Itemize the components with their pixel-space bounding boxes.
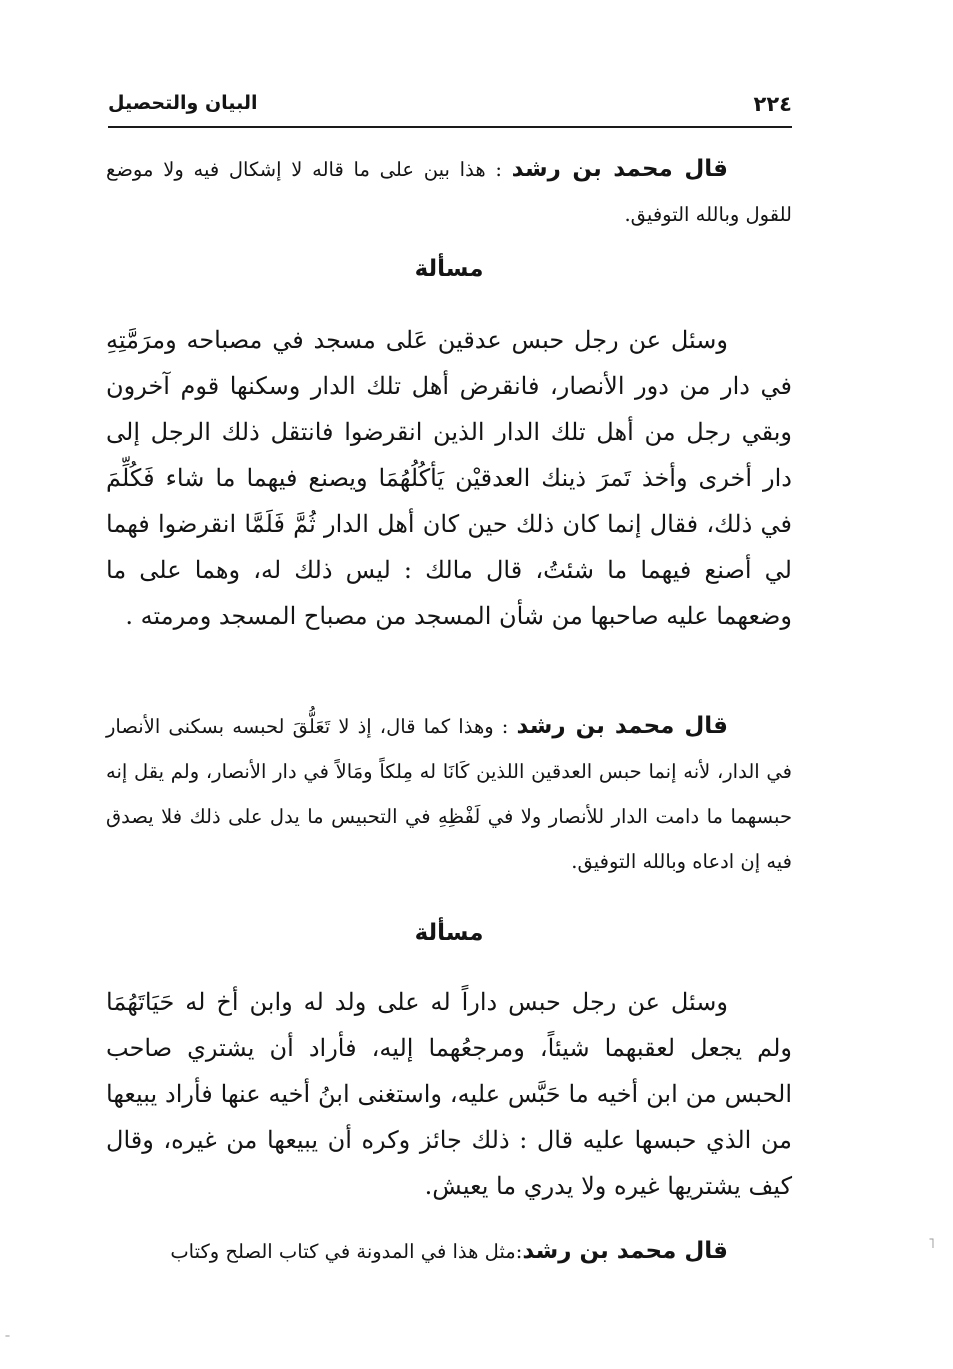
page-number: ٢٢٤ — [753, 92, 792, 116]
question-paragraph-1: وسئل عن رجل حبس عدقين عَلى مسجد في مصباحه ومرَمَّتِهِ في دار من دور الأنصار، فانقرض أهل تلك الدار وسكنها قوم آخرون وبقي رجل من أهل تلك الدار الذين انقرضوا فانتقل ذلك الرجل إلى دار أخرى وأخذ تَمرَ ذينك العدقيْن يَأكُلُهُمَا ويصنع فيهما ما شاء فَكُلِّمَ في ذلك، فقال إنما كان ذلك حين كان أهل الدار ثُمَّ فَلَمَّا انقرضوا فهما لي أصنع فيهما ما شئتُ، قال مالك : ليس ذلك له، وهما على ما وضعهما عليه صاحبها من شأن المسجد من مصباح المسجد ومرمته . — [106, 326, 792, 630]
commentary-text: : وهذا كما قال، إذ لا تَعَلُّقَ لحبسه بسكنى الأنصار في الدار، لأنه إنما حبس العدقين اللذين كَانَا له مِلكاً ومَالاً في دار الأنصار، ولم يقل إنه حبسهما ما دامت الدار للأنصار ولا في لَفْظِهِ في التحبيس ما يدل على ذلك فلا يصدق فيه إن ادعاه وبالله التوفيق. — [106, 715, 792, 873]
speaker-label: قال محمد بن رشد — [516, 713, 728, 739]
scan-mark-right: ˥ — [928, 1236, 935, 1252]
commentary-paragraph-1 — [106, 147, 792, 237]
commentary-paragraph-2 — [106, 704, 792, 884]
section-heading-1: مسألة — [414, 256, 484, 282]
section-heading-2: مسألة — [414, 920, 484, 946]
commentary-paragraph-3 — [106, 1229, 792, 1274]
speaker-label: قال محمد بن رشد — [511, 156, 728, 182]
commentary-text: :مثل هذا في المدونة في كتاب الصلح وكتاب — [170, 1240, 523, 1263]
scan-mark-left: ˉ — [4, 1334, 11, 1350]
question-paragraph-2: وسئل عن رجل حبس داراً له على ولد له وابن أخ له حَيَاتَهُمَا ولم يجعل لعقبهما شيئاً، ومرجعُهما إليه، فأراد أن يشتري صاحب الحبس من ابن أخيه ما حَبَّس عليه، واستغنى ابنُ أخيه عنها فأراد يبيعها من الذي حبسها عليه قال : ذلك جائز وكره أن يبيعها من غيره، وقال كيف يشتريها غيره ولا يدري ما يعيش. — [106, 988, 792, 1200]
page-header — [108, 86, 792, 128]
speaker-label: قال محمد بن رشد — [522, 1238, 728, 1264]
commentary-text: : هذا بين على ما قاله لا إشكال فيه ولا موضع للقول وبالله التوفيق. — [106, 158, 792, 226]
book-title: البيان والتحصيل — [108, 92, 258, 114]
